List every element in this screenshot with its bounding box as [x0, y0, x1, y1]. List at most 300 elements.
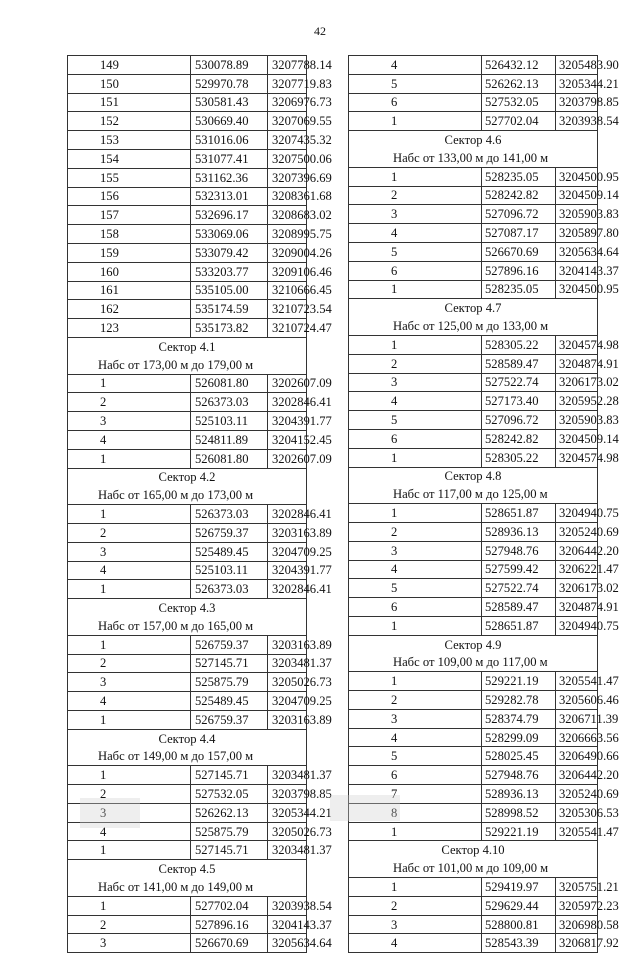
coordinate-row: [349, 728, 598, 747]
point-number: 162: [68, 300, 191, 319]
sector-height-range-row: [68, 356, 307, 374]
coordinate-row: [68, 412, 307, 431]
sector-title: Сектор 4.1: [68, 337, 307, 355]
sector-title: Сектор 4.5: [68, 860, 307, 878]
coord-x: 527599.42: [482, 560, 556, 579]
coordinate-row: [68, 56, 307, 75]
point-number: 4: [349, 56, 482, 75]
coordinate-row: [68, 710, 307, 729]
coord-y: 3207396.69: [268, 168, 307, 187]
coord-x: 531162.36: [191, 168, 268, 187]
coordinate-row: [349, 579, 598, 598]
coord-y: 3206711.39: [556, 709, 598, 728]
coord-x: 535105.00: [191, 281, 268, 300]
coord-y: 3207435.32: [268, 131, 307, 150]
point-number: 1: [68, 710, 191, 729]
coord-x: 528374.79: [482, 709, 556, 728]
coord-y: 3207069.55: [268, 112, 307, 131]
coord-x: 527096.72: [482, 411, 556, 430]
coordinate-row: [68, 449, 307, 468]
point-number: 160: [68, 262, 191, 281]
coord-x: 528299.09: [482, 728, 556, 747]
coord-y: 3206221.47: [556, 560, 598, 579]
coordinate-row: [68, 692, 307, 711]
point-number: 1: [68, 841, 191, 860]
sector-title: Сектор 4.4: [68, 729, 307, 747]
point-number: 158: [68, 225, 191, 244]
point-number: 151: [68, 93, 191, 112]
coordinate-row: [349, 766, 598, 785]
point-number: 153: [68, 131, 191, 150]
coordinate-row: [68, 187, 307, 206]
sector-height-range-row: [349, 654, 598, 672]
coord-x: 528936.13: [482, 522, 556, 541]
coordinate-row: [349, 934, 598, 953]
coordinate-row: [68, 896, 307, 915]
coord-y: 3202846.41: [268, 505, 307, 524]
point-number: 1: [349, 822, 482, 841]
point-number: 3: [349, 541, 482, 560]
sector-height-range: Набс от 141,00 м до 149,00 м: [68, 878, 307, 896]
coordinate-row: [349, 448, 598, 467]
point-number: 4: [349, 392, 482, 411]
coord-x: 529419.97: [482, 878, 556, 897]
coord-x: 526670.69: [482, 242, 556, 261]
coord-x: 525103.11: [191, 412, 268, 431]
coord-x: 528025.45: [482, 747, 556, 766]
coord-y: 3210666.45: [268, 281, 307, 300]
coord-x: 527702.04: [482, 112, 556, 131]
coord-x: 528305.22: [482, 335, 556, 354]
coord-y: 3210724.47: [268, 319, 307, 338]
sector-height-range-row: [349, 485, 598, 503]
coordinate-row: [68, 673, 307, 692]
coordinate-row: [349, 560, 598, 579]
sector-height-range-row: [349, 149, 598, 167]
coordinate-row: [349, 672, 598, 691]
coord-y: 3202607.09: [268, 374, 307, 393]
coord-y: 3204500.95: [556, 167, 598, 186]
point-number: 7: [349, 785, 482, 804]
sector-title-row: [349, 635, 598, 653]
point-number: 8: [349, 803, 482, 822]
point-number: 6: [349, 598, 482, 617]
point-number: 4: [349, 934, 482, 953]
coord-y: 3204143.37: [268, 915, 307, 934]
point-number: 155: [68, 168, 191, 187]
coord-x: 524811.89: [191, 430, 268, 449]
point-number: 161: [68, 281, 191, 300]
coordinate-row: [349, 411, 598, 430]
coord-x: 526670.69: [191, 934, 268, 953]
point-number: 1: [349, 167, 482, 186]
point-number: 2: [349, 186, 482, 205]
coord-y: 3205344.21: [556, 74, 598, 93]
sector-height-range-row: [349, 859, 598, 877]
coord-y: 3207788.14: [268, 56, 307, 75]
coord-x: 529221.19: [482, 672, 556, 691]
coord-x: 527896.16: [482, 261, 556, 280]
coord-y: 3204574.98: [556, 335, 598, 354]
coordinate-row: [349, 616, 598, 635]
point-number: 156: [68, 187, 191, 206]
coordinate-row: [349, 56, 598, 75]
point-number: 6: [349, 93, 482, 112]
coord-x: 528936.13: [482, 785, 556, 804]
coord-y: 3204574.98: [556, 448, 598, 467]
coord-y: 3205240.69: [556, 785, 598, 804]
coordinate-row: [68, 374, 307, 393]
coord-y: 3205751.21: [556, 878, 598, 897]
point-number: 5: [349, 242, 482, 261]
point-number: 2: [68, 654, 191, 673]
coordinate-row: [68, 319, 307, 338]
coord-x: 527096.72: [482, 205, 556, 224]
point-number: 2: [68, 393, 191, 412]
point-number: 2: [68, 915, 191, 934]
coord-y: 3204874.91: [556, 598, 598, 617]
coordinate-row: [349, 878, 598, 897]
coord-x: 526081.80: [191, 449, 268, 468]
coord-x: 527522.74: [482, 373, 556, 392]
point-number: 150: [68, 74, 191, 93]
coord-x: 526262.13: [482, 74, 556, 93]
coord-y: 3203481.37: [268, 654, 307, 673]
coord-y: 3210723.54: [268, 300, 307, 319]
sector-title-row: [349, 841, 598, 859]
point-number: 2: [68, 785, 191, 804]
sector-height-range-row: [68, 878, 307, 896]
coord-y: 3205634.64: [556, 242, 598, 261]
coordinate-row: [349, 373, 598, 392]
coord-x: 528305.22: [482, 448, 556, 467]
coord-y: 3205541.47: [556, 822, 598, 841]
coordinate-row: [68, 300, 307, 319]
coord-y: 3203798.85: [268, 785, 307, 804]
coord-x: 527702.04: [191, 896, 268, 915]
coord-x: 535174.59: [191, 300, 268, 319]
point-number: 1: [349, 335, 482, 354]
coord-x: 527532.05: [191, 785, 268, 804]
sector-title-row: [68, 468, 307, 486]
point-number: 154: [68, 149, 191, 168]
coordinate-row: [349, 242, 598, 261]
sector-title: Сектор 4.10: [349, 841, 598, 859]
coord-x: 529282.78: [482, 691, 556, 710]
coord-x: 528242.82: [482, 429, 556, 448]
coordinate-row: [68, 112, 307, 131]
sector-title-row: [68, 337, 307, 355]
point-number: 4: [349, 728, 482, 747]
sector-title: Сектор 4.8: [349, 467, 598, 485]
point-number: 6: [349, 261, 482, 280]
sector-height-range: Набс от 101,00 м до 109,00 м: [349, 859, 598, 877]
coordinate-row: [68, 505, 307, 524]
point-number: 4: [68, 822, 191, 841]
coord-x: 528800.81: [482, 915, 556, 934]
point-number: 4: [349, 224, 482, 243]
point-number: 3: [349, 915, 482, 934]
coord-x: 527145.71: [191, 841, 268, 860]
sector-title-row: [68, 599, 307, 617]
sector-height-range: Набс от 125,00 м до 133,00 м: [349, 317, 598, 335]
coordinate-row: [68, 206, 307, 225]
coord-y: 3203481.37: [268, 841, 307, 860]
coord-x: 527948.76: [482, 766, 556, 785]
point-number: 3: [68, 542, 191, 561]
coord-y: 3204509.14: [556, 186, 598, 205]
coord-x: 528543.39: [482, 934, 556, 953]
point-number: 1: [349, 616, 482, 635]
coord-y: 3206663.56: [556, 728, 598, 747]
coord-y: 3205634.64: [268, 934, 307, 953]
coord-y: 3205344.21: [268, 803, 307, 822]
coord-x: 526081.80: [191, 374, 268, 393]
coord-y: 3204152.45: [268, 430, 307, 449]
coord-y: 3202846.41: [268, 393, 307, 412]
sector-height-range-row: [68, 747, 307, 765]
point-number: 2: [349, 691, 482, 710]
coord-x: 525875.79: [191, 822, 268, 841]
sector-title-row: [349, 131, 598, 149]
coord-y: 3206442.20: [556, 766, 598, 785]
scan-artifact: [330, 795, 400, 821]
coord-x: 525103.11: [191, 561, 268, 580]
coordinate-row: [349, 691, 598, 710]
coord-y: 3205903.83: [556, 205, 598, 224]
coord-x: 527087.17: [482, 224, 556, 243]
coordinate-row: [68, 131, 307, 150]
coordinate-row: [349, 504, 598, 523]
coord-y: 3205026.73: [268, 822, 307, 841]
point-number: 5: [349, 579, 482, 598]
coord-x: 527145.71: [191, 654, 268, 673]
coord-x: 530078.89: [191, 56, 268, 75]
coord-y: 3206442.20: [556, 541, 598, 560]
coordinate-row: [349, 822, 598, 841]
point-number: 1: [68, 374, 191, 393]
point-number: 3: [349, 709, 482, 728]
coord-y: 3203481.37: [268, 766, 307, 785]
point-number: 1: [349, 504, 482, 523]
coord-y: 3205952.28: [556, 392, 598, 411]
coord-y: 3202846.41: [268, 580, 307, 599]
coordinate-row: [68, 635, 307, 654]
coord-y: 3206490.66: [556, 747, 598, 766]
coordinate-row: [349, 429, 598, 448]
coordinate-row: [349, 392, 598, 411]
coord-y: 3209106.46: [268, 262, 307, 281]
coord-y: 3205306.53: [556, 803, 598, 822]
coord-y: 3205026.73: [268, 673, 307, 692]
coord-y: 3204391.77: [268, 561, 307, 580]
point-number: 5: [349, 747, 482, 766]
coord-y: 3208361.68: [268, 187, 307, 206]
coord-y: 3206817.92: [556, 934, 598, 953]
coord-x: 526759.37: [191, 710, 268, 729]
coord-x: 525489.45: [191, 542, 268, 561]
sector-height-range: Набс от 149,00 м до 157,00 м: [68, 747, 307, 765]
coordinate-row: [349, 915, 598, 934]
sector-height-range-row: [68, 486, 307, 504]
coordinate-row: [349, 709, 598, 728]
point-number: 6: [349, 429, 482, 448]
coordinate-row: [349, 280, 598, 299]
point-number: 1: [349, 112, 482, 131]
coordinate-row: [349, 896, 598, 915]
coordinate-row: [349, 335, 598, 354]
sector-title: Сектор 4.6: [349, 131, 598, 149]
point-number: 2: [68, 523, 191, 542]
sector-height-range-row: [349, 317, 598, 335]
coord-x: 526432.12: [482, 56, 556, 75]
coord-x: 533069.06: [191, 225, 268, 244]
point-number: 152: [68, 112, 191, 131]
coordinate-row: [349, 541, 598, 560]
coord-x: 530669.40: [191, 112, 268, 131]
coord-x: 527145.71: [191, 766, 268, 785]
point-number: 3: [349, 205, 482, 224]
coordinate-row: [68, 561, 307, 580]
coordinate-row: [68, 93, 307, 112]
coordinate-row: [68, 168, 307, 187]
coord-x: 528998.52: [482, 803, 556, 822]
coord-x: 531016.06: [191, 131, 268, 150]
point-number: 4: [349, 560, 482, 579]
coord-y: 3204143.37: [556, 261, 598, 280]
coord-y: 3205972.23: [556, 896, 598, 915]
coordinate-row: [68, 74, 307, 93]
sector-height-range: Набс от 157,00 м до 165,00 м: [68, 617, 307, 635]
coordinate-row: [349, 112, 598, 131]
coordinate-row: [349, 186, 598, 205]
sector-height-range: Набс от 109,00 м до 117,00 м: [349, 654, 598, 672]
coord-x: 527948.76: [482, 541, 556, 560]
coord-y: 3208995.75: [268, 225, 307, 244]
sector-title-row: [68, 729, 307, 747]
coord-x: 528242.82: [482, 186, 556, 205]
sector-height-range: Набс от 117,00 м до 125,00 м: [349, 485, 598, 503]
coord-y: 3208683.02: [268, 206, 307, 225]
coord-x: 530581.43: [191, 93, 268, 112]
scan-artifact: [80, 798, 140, 828]
point-number: 1: [68, 580, 191, 599]
point-number: 159: [68, 243, 191, 262]
coord-x: 527173.40: [482, 392, 556, 411]
coord-x: 527896.16: [191, 915, 268, 934]
coord-x: 528589.47: [482, 354, 556, 373]
point-number: 1: [349, 448, 482, 467]
coord-y: 3204500.95: [556, 280, 598, 299]
coord-y: 3204709.25: [268, 542, 307, 561]
coordinate-row: [68, 225, 307, 244]
page-number: 42: [314, 24, 326, 38]
coord-x: 527532.05: [482, 93, 556, 112]
point-number: 2: [349, 896, 482, 915]
coordinate-row: [68, 542, 307, 561]
sector-height-range: Набс от 173,00 м до 179,00 м: [68, 356, 307, 374]
point-number: 4: [68, 561, 191, 580]
point-number: 4: [68, 692, 191, 711]
coord-y: 3206173.02: [556, 373, 598, 392]
point-number: 2: [349, 522, 482, 541]
coord-y: 3206976.73: [268, 93, 307, 112]
sector-height-range-row: [68, 617, 307, 635]
coordinate-row: [349, 167, 598, 186]
coord-y: 3205240.69: [556, 522, 598, 541]
coord-y: 3207500.06: [268, 149, 307, 168]
coordinate-row: [349, 74, 598, 93]
coord-x: 533079.42: [191, 243, 268, 262]
point-number: 1: [349, 672, 482, 691]
coord-x: 525875.79: [191, 673, 268, 692]
point-number: 3: [349, 373, 482, 392]
coordinate-row: [68, 281, 307, 300]
coord-x: 529629.44: [482, 896, 556, 915]
coordinate-row: [68, 766, 307, 785]
coord-x: 532696.17: [191, 206, 268, 225]
point-number: 5: [349, 411, 482, 430]
coord-y: 3205903.83: [556, 411, 598, 430]
coord-x: 525489.45: [191, 692, 268, 711]
point-number: 3: [68, 412, 191, 431]
coord-y: 3203163.89: [268, 635, 307, 654]
coord-y: 3203938.54: [268, 896, 307, 915]
coord-y: 3203798.85: [556, 93, 598, 112]
coordinate-row: [68, 654, 307, 673]
point-number: 4: [68, 430, 191, 449]
sector-title-row: [68, 860, 307, 878]
point-number: 149: [68, 56, 191, 75]
sector-title: Сектор 4.7: [349, 299, 598, 317]
coord-y: 3205606.46: [556, 691, 598, 710]
coord-x: 526262.13: [191, 803, 268, 822]
coord-y: 3203163.89: [268, 710, 307, 729]
coord-x: 526373.03: [191, 393, 268, 412]
sector-title: Сектор 4.3: [68, 599, 307, 617]
coord-x: 529970.78: [191, 74, 268, 93]
coordinate-row: [349, 261, 598, 280]
coordinate-row: [68, 934, 307, 953]
sector-height-range: Набс от 133,00 м до 141,00 м: [349, 149, 598, 167]
coord-y: 3204709.25: [268, 692, 307, 711]
point-number: 3: [68, 934, 191, 953]
coord-y: 3204509.14: [556, 429, 598, 448]
coord-y: 3207719.83: [268, 74, 307, 93]
coordinate-row: [349, 224, 598, 243]
coordinate-row: [349, 598, 598, 617]
point-number: 1: [68, 896, 191, 915]
point-number: 6: [349, 766, 482, 785]
coordinate-row: [68, 430, 307, 449]
coordinate-row: [68, 523, 307, 542]
coord-y: 3204940.75: [556, 504, 598, 523]
coord-x: 526759.37: [191, 523, 268, 542]
coord-x: 528589.47: [482, 598, 556, 617]
coord-x: 529221.19: [482, 822, 556, 841]
coord-y: 3206980.58: [556, 915, 598, 934]
coord-y: 3203163.89: [268, 523, 307, 542]
point-number: 2: [349, 354, 482, 373]
point-number: 123: [68, 319, 191, 338]
coord-x: 528235.05: [482, 167, 556, 186]
point-number: 1: [68, 635, 191, 654]
point-number: 157: [68, 206, 191, 225]
coordinate-row: [349, 205, 598, 224]
coord-y: 3203938.54: [556, 112, 598, 131]
sector-height-range: Набс от 165,00 м до 173,00 м: [68, 486, 307, 504]
coordinate-row: [68, 915, 307, 934]
